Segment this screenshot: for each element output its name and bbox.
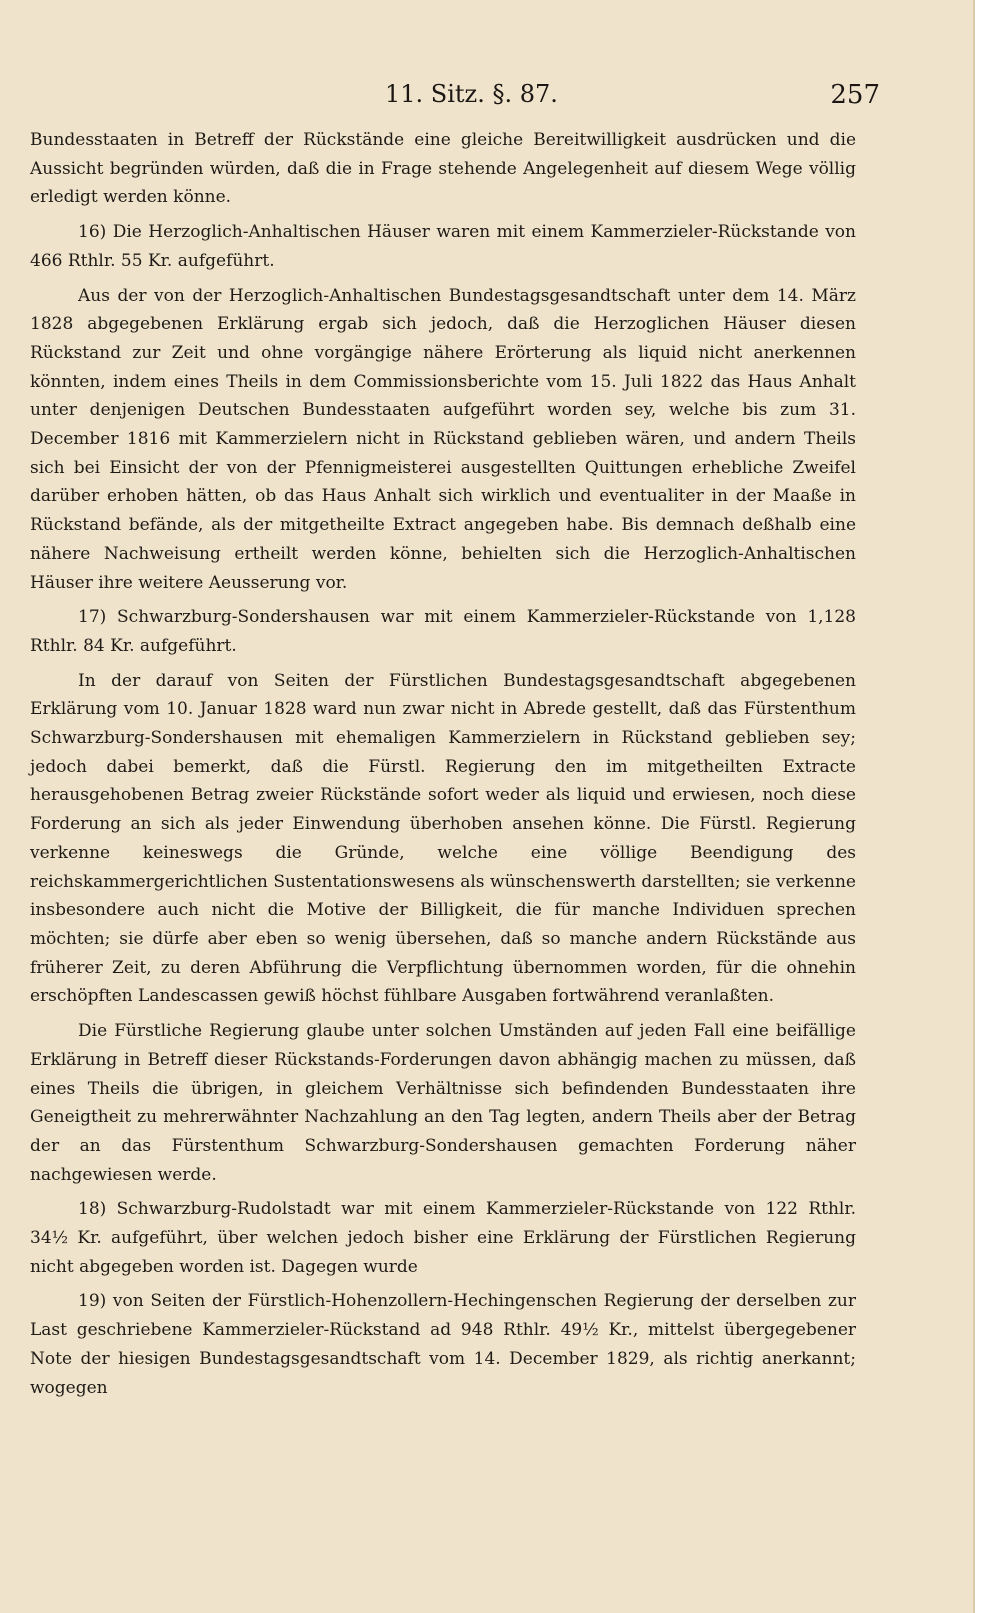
paragraph-item-18: 18) Schwarzburg-Rudolstadt war mit einem Kammerzieler-Rückstande von 122 Rthlr. 34½ Kr. aufgeführt, über welchen jedoch bisher eine Erklärung der Fürstlichen Regierung nicht abgegeben worden ist. Dagegen wurde	[30, 1199, 856, 1277]
paragraph-item-16: 16) Die Herzoglich-Anhaltischen Häuser waren mit einem Kammerzieler-Rückstande von 466 Rthlr. 55 Kr. aufgeführt.	[30, 222, 856, 271]
paragraph-continuation: Bundesstaaten in Betreff der Rückstände eine gleiche Bereitwilligkeit ausdrücken und die Aussicht begründen würden, daß die in Frage stehende Angelegenheit auf diesem Wege völlig erledigt werden könne.	[30, 130, 856, 208]
page-number: 257	[830, 80, 880, 110]
paragraph-item-19: 19) von Seiten der Fürstlich-Hohenzollern-Hechingenschen Regierung der derselben zur Last geschriebene Kammerzieler-Rückstand ad 948 Rthlr. 49½ Kr., mittelst übergegebener Note der hiesigen Bundestagsgesandtschaft vom 14. December 1829, als richtig anerkannt; wogegen	[30, 1291, 856, 1398]
running-head: 11. Sitz. §. 87.	[385, 80, 558, 108]
paragraph-sondershausen-declaration: In der darauf von Seiten der Fürstlichen Bundestagsgesandtschaft abgegebenen Erklärung vom 10. Januar 1828 ward nun zwar nicht in Abrede gestellt, daß das Fürstenthum Schwarzburg-Sondershausen mit ehemaligen Kammerzielern in Rückstand geblieben sey; jedoch dabei bemerkt, daß die Fürstl. Regierung den im mitgetheilten Extracte herausgehobenen Betrag zweier Rückstände sofort weder als liquid und erwiesen, noch diese Forderung an sich als jeder Einwendung überhoben ansehen könne. Die Fürstl. Regierung verkenne keineswegs die Gründe, welche eine völlige Beendigung des reichskammergerichtlichen Sustentationswesens als wünschenswerth darstellten; sie verkenne insbesondere auch nicht die Motive der Billigkeit, die für manche Individuen sprechen möchten; sie dürfe aber eben so wenig übersehen, daß so manche andern Rückstände aus früherer Zeit, zu deren Abführung die Verpflichtung übernommen worden, für die ohnehin erschöpften Landescassen gewiß höchst fühlbare Ausgaben fortwährend veranlaßten.	[30, 670, 856, 1007]
paragraph-item-17: 17) Schwarzburg-Sondershausen war mit einem Kammerzieler-Rückstande von 1,128 Rthlr. 84 Kr. aufgeführt.	[30, 607, 856, 656]
page-header	[0, 80, 975, 112]
paragraph-sondershausen-conclusion: Die Fürstliche Regierung glaube unter solchen Umständen auf jeden Fall eine beifällige Erklärung in Betreff dieser Rückstands-Forderungen davon abhängig machen zu müssen, daß eines Theils die übrigen, in gleichem Verhältnisse sich befindenden Bundesstaaten ihre Geneigtheit zu mehrerwähnter Nachzahlung an den Tag legten, andern Theils aber der Betrag der an das Fürstenthum Schwarzburg-Sondershausen gemachten Forderung näher nachgewiesen werde.	[30, 1021, 856, 1185]
body-text	[30, 126, 856, 1408]
paragraph-anhalt-declaration: Aus der von der Herzoglich-Anhaltischen Bundestagsgesandtschaft unter dem 14. März 1828 abgegebenen Erklärung ergab sich jedoch, daß die Herzoglichen Häuser diesen Rückstand zur Zeit und ohne vorgängige nähere Erörterung als liquid nicht anerkennen könnten, indem eines Theils in dem Commissionsberichte vom 15. Juli 1822 das Haus Anhalt unter denjenigen Deutschen Bundesstaaten aufgeführt worden sey, welche bis zum 31. December 1816 mit Kammerzielern nicht in Rückstand geblieben wären, und andern Theils sich bei Einsicht der von der Pfennigmeisterei ausgestellten Quittungen erhebliche Zweifel darüber erhoben hätten, ob das Haus Anhalt sich wirklich und eventualiter in der Maaße in Rückstand befände, als der mitgetheilte Extract angegeben habe. Bis demnach deßhalb eine nähere Nachweisung ertheilt werden könne, behielten sich die Herzoglich-Anhaltischen Häuser ihre weitere Aeusserung vor.	[30, 285, 856, 593]
